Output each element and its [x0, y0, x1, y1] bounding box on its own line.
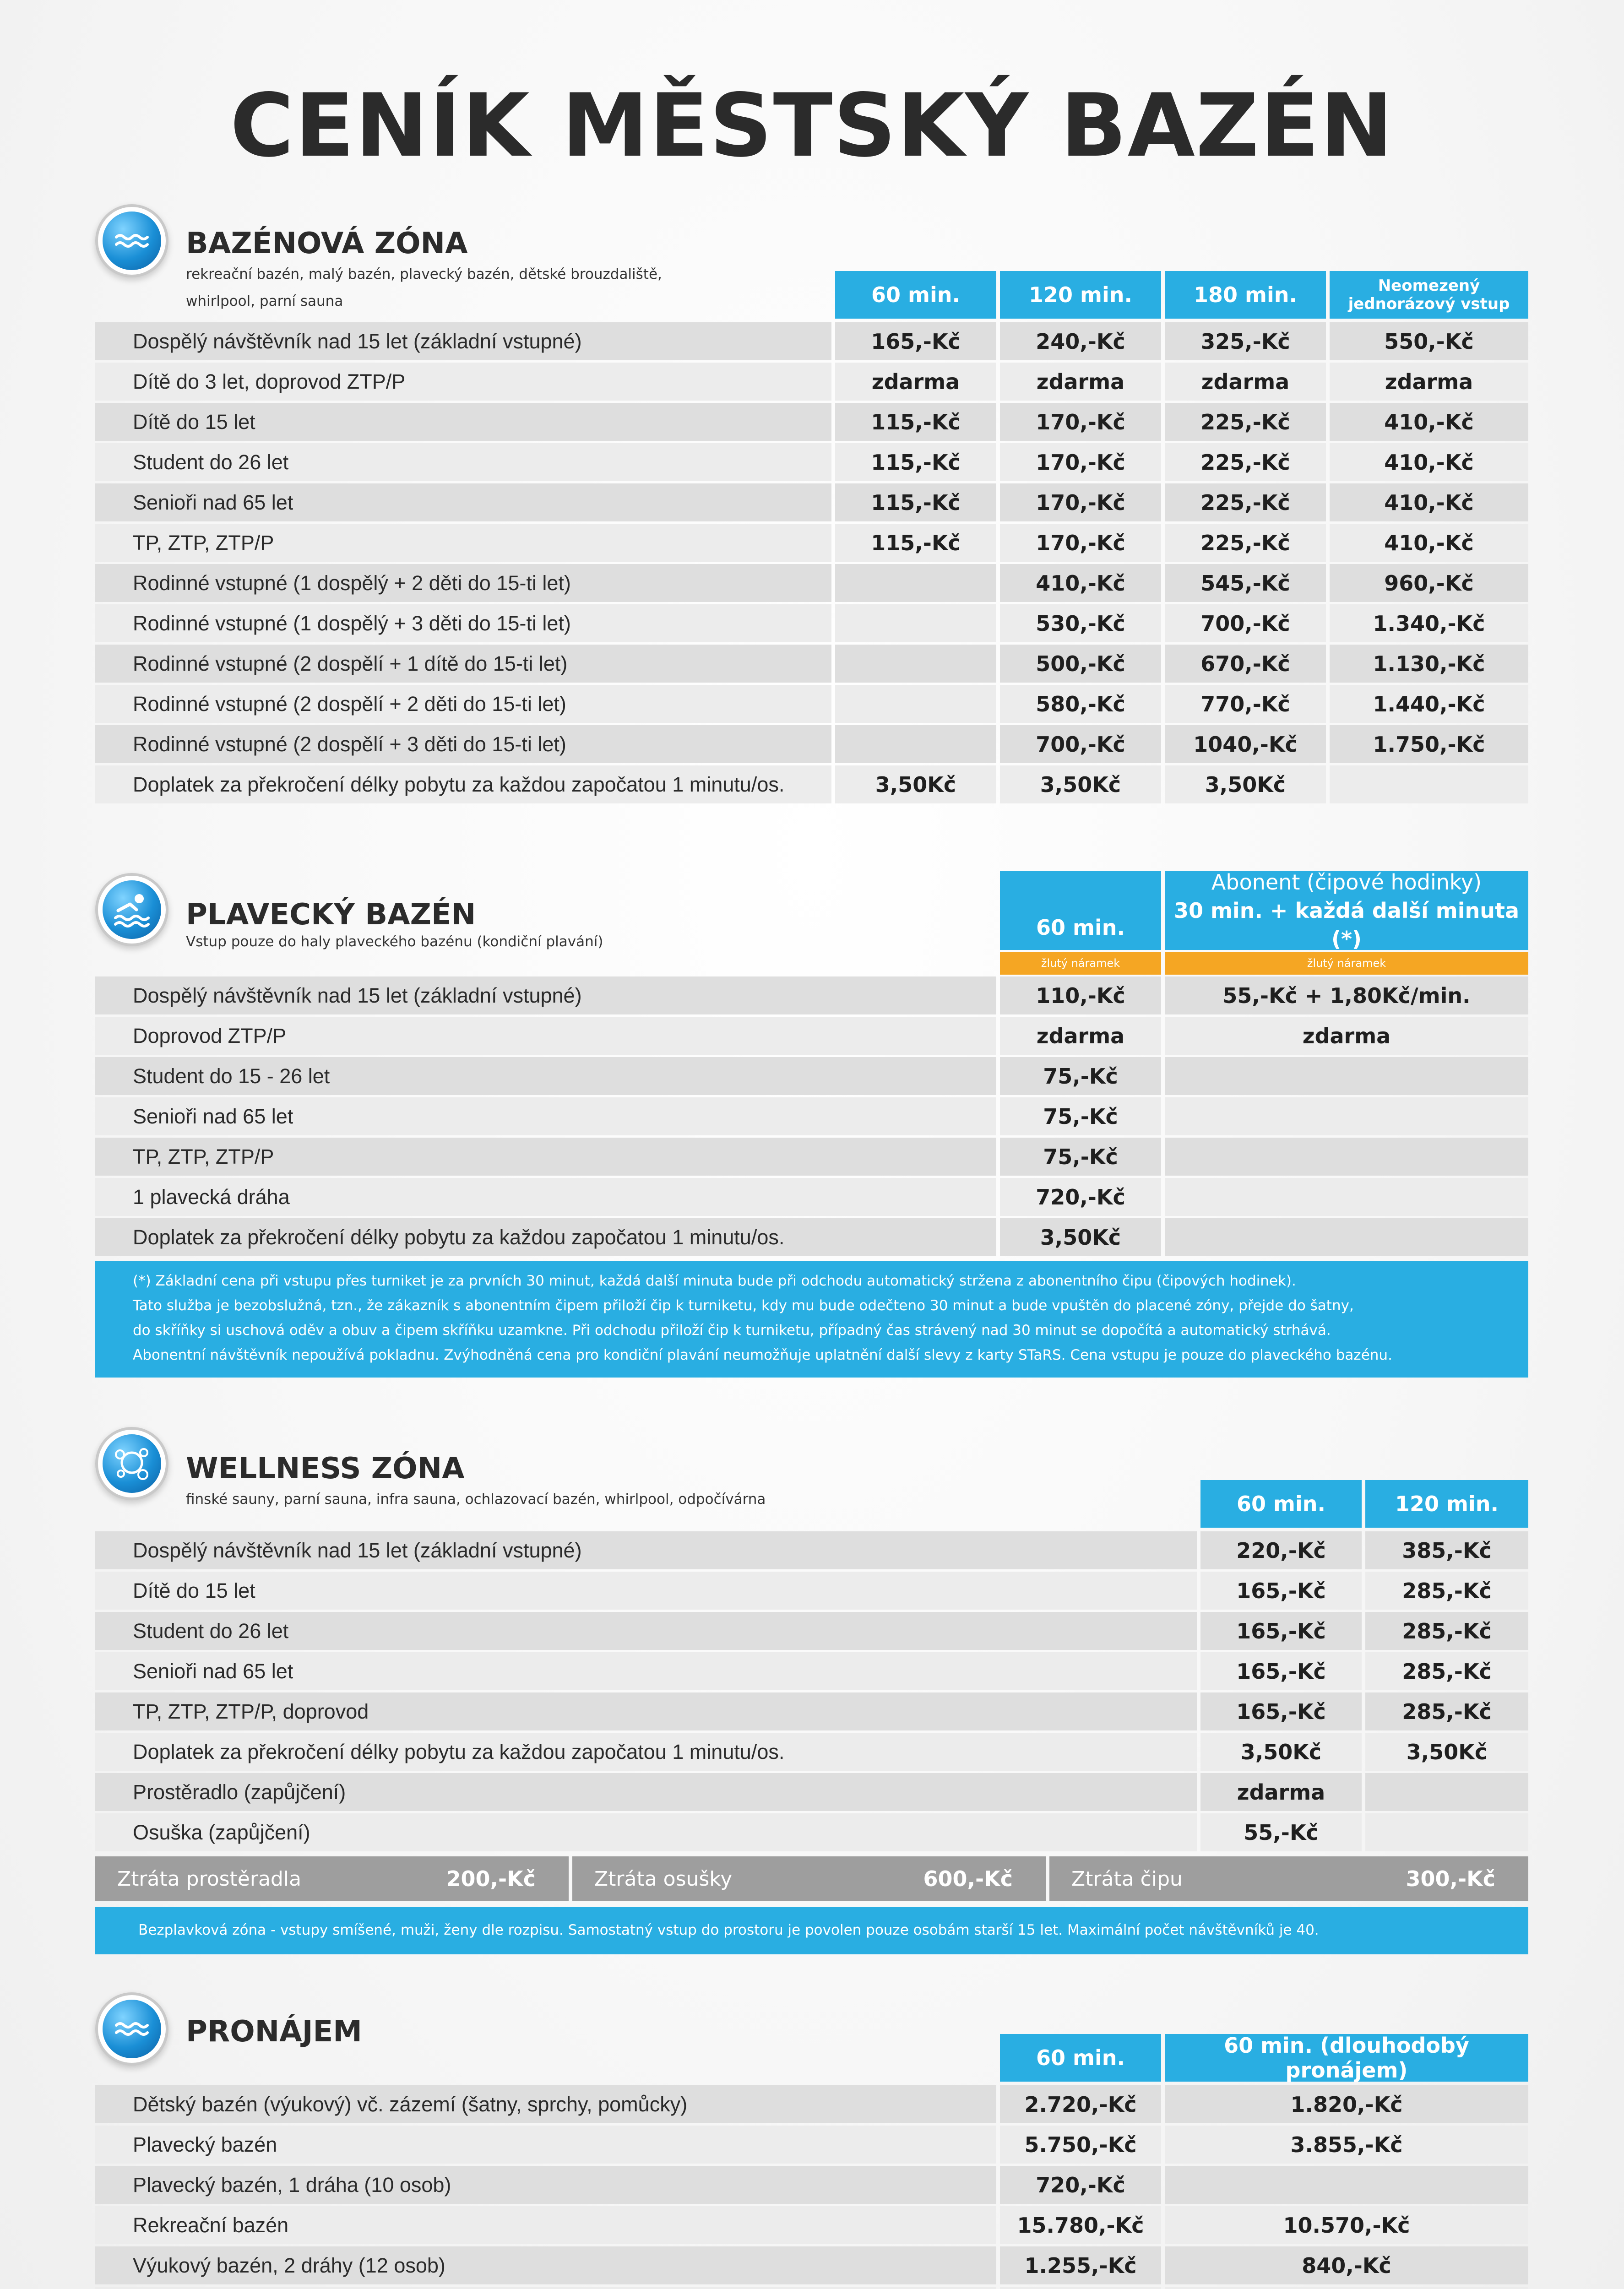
section-subtitle: whirlpool, parní sauna [186, 293, 343, 309]
price-cell: 240,-Kč [1000, 322, 1161, 360]
price-cell: 770,-Kč [1165, 685, 1326, 723]
price-cell: 75,-Kč [1000, 1057, 1161, 1095]
header-line: Abonent (čipové hodinky) [1211, 870, 1482, 895]
row-label: Výukový bazén, 2 dráhy (12 osob) [95, 2246, 996, 2284]
column-header-60: 60 min. [1000, 871, 1161, 950]
price-cell: 1040,-Kč [1165, 725, 1326, 763]
row-label: Prostěradlo (zapůjčení) [95, 1773, 1197, 1811]
price-cell: 700,-Kč [1165, 604, 1326, 642]
column-header-60: 60 min. [835, 271, 996, 319]
column-header-180: 180 min. [1165, 271, 1326, 319]
price-cell: 165,-Kč [1200, 1572, 1362, 1610]
price-cell: 55,-Kč [1200, 1813, 1362, 1851]
section-subtitle: finské sauny, parní sauna, infra sauna, ochlazovací bazén, whirlpool, odpočívárna [186, 1491, 766, 1508]
row-label: Doplatek za překročení délky pobytu za každou započatou 1 minutu/os. [95, 1733, 1197, 1771]
price-cell: 165,-Kč [1200, 1652, 1362, 1690]
price-cell: 580,-Kč [1000, 685, 1161, 723]
yellow-band-tag: žlutý náramek [1165, 952, 1528, 975]
price-cell: 110,-Kč [1000, 976, 1161, 1014]
table-row [95, 1017, 1528, 1055]
row-label: Plavecký bazén [95, 2126, 996, 2164]
price-cell: 3,50Kč [1165, 765, 1326, 803]
price-cell: zdarma [1165, 363, 1326, 401]
table-row [95, 483, 1528, 521]
header-line: Neomezený [1378, 277, 1480, 295]
section-subtitle: rekreační bazén, malý bazén, plavecký bazén, dětské brouzdaliště, [186, 266, 662, 282]
price-cell: 3,50Kč [835, 765, 996, 803]
table-row [95, 765, 1528, 803]
section-subtitle: Vstup pouze do haly plaveckého bazénu (kondiční plavání) [186, 933, 603, 950]
loss-price: 200,-Kč [446, 1866, 536, 1891]
row-label: Rodinné vstupné (1 dospělý + 2 děti do 15-ti let) [95, 564, 831, 602]
price-cell: 325,-Kč [1165, 322, 1326, 360]
price-cell: 3.855,-Kč [1165, 2126, 1528, 2164]
table-row [95, 976, 1528, 1014]
price-cell: 410,-Kč [1330, 443, 1528, 481]
price-cell: 960,-Kč [1330, 564, 1528, 602]
table-row [95, 1612, 1528, 1650]
price-cell: 410,-Kč [1330, 403, 1528, 441]
price-cell [1165, 1097, 1528, 1135]
table-row [95, 1652, 1528, 1690]
bubbles-icon [103, 1434, 161, 1493]
row-label: Dítě do 15 let [95, 403, 831, 441]
price-cell [1365, 1773, 1528, 1811]
row-label: Dospělý návštěvník nad 15 let (základní vstupné) [95, 322, 831, 360]
price-cell [835, 725, 996, 763]
row-label: Doplatek za překročení délky pobytu za každou započatou 1 minutu/os. [95, 1218, 996, 1256]
price-cell: 225,-Kč [1165, 443, 1326, 481]
price-cell [1165, 1218, 1528, 1256]
table-row [95, 1218, 1528, 1256]
price-cell: zdarma [1330, 363, 1528, 401]
price-cell: 170,-Kč [1000, 403, 1161, 441]
price-cell: 165,-Kč [1200, 1692, 1362, 1730]
price-cell: 720,-Kč [1000, 2166, 1161, 2204]
price-cell: 3,50Kč [1000, 1218, 1161, 1256]
price-cell: 385,-Kč [1365, 1531, 1528, 1569]
price-cell: 115,-Kč [835, 483, 996, 521]
row-label: Rekreační bazén [95, 2206, 996, 2244]
price-cell: 15.780,-Kč [1000, 2206, 1161, 2244]
loss-price: 300,-Kč [1406, 1866, 1495, 1891]
column-header-120: 120 min. [1365, 1480, 1528, 1528]
waves-icon [103, 2000, 161, 2058]
price-cell: 700,-Kč [1000, 725, 1161, 763]
row-label: Senioři nad 65 let [95, 1652, 1197, 1690]
table-row [95, 1813, 1528, 1851]
row-label: Plavecký bazén, 1 dráha (10 osob) [95, 2166, 996, 2204]
table-row [95, 2126, 1528, 2164]
price-cell: zdarma [1200, 1773, 1362, 1811]
table-row [95, 322, 1528, 360]
section-title: WELLNESS ZÓNA [186, 1452, 465, 1486]
price-cell [835, 604, 996, 642]
price-cell: 170,-Kč [1000, 483, 1161, 521]
table-row [95, 1572, 1528, 1610]
loss-fee-prosteradlo [95, 1856, 569, 1901]
row-label: Dospělý návštěvník nad 15 let (základní vstupné) [95, 976, 996, 1014]
section-title: PLAVECKÝ BAZÉN [186, 898, 476, 932]
row-label: Dospělý návštěvník nad 15 let (základní vstupné) [95, 1531, 1197, 1569]
price-cell: 1.440,-Kč [1330, 685, 1528, 723]
price-cell: 1.820,-Kč [1165, 2085, 1528, 2123]
column-header-abonent [1165, 871, 1528, 950]
table-row [95, 1057, 1528, 1095]
header-line: 30 min. + každá další minuta (*) [1173, 898, 1520, 951]
price-cell: 1.340,-Kč [1330, 604, 1528, 642]
price-cell: 500,-Kč [1000, 645, 1161, 683]
price-cell [1165, 2166, 1528, 2204]
waves-icon [103, 212, 161, 270]
section-pronajem [95, 2000, 1528, 2289]
table-row [95, 2287, 1528, 2289]
price-cell: 3,50Kč [1000, 765, 1161, 803]
price-cell [1165, 1057, 1528, 1095]
price-cell: 115,-Kč [835, 524, 996, 562]
row-label [95, 2287, 996, 2289]
loss-label: Ztráta prostěradla [117, 1867, 302, 1891]
price-cell: 75,-Kč [1000, 1097, 1161, 1135]
row-label: Student do 26 let [95, 1612, 1197, 1650]
price-cell: 5.750,-Kč [1000, 2126, 1161, 2164]
column-header-60-long-term: 60 min. (dlouhodobý pronájem) [1165, 2034, 1528, 2082]
price-cell: 170,-Kč [1000, 443, 1161, 481]
table-row [95, 2206, 1528, 2244]
price-cell: 285,-Kč [1365, 1652, 1528, 1690]
row-label: Dítě do 15 let [95, 1572, 1197, 1610]
table-row [95, 564, 1528, 602]
price-cell: 410,-Kč [1330, 524, 1528, 562]
info-note [95, 1261, 1528, 1378]
row-label: Student do 15 - 26 let [95, 1057, 996, 1095]
table-row [95, 1138, 1528, 1176]
row-label: Dítě do 3 let, doprovod ZTP/P [95, 363, 831, 401]
table-row [95, 725, 1528, 763]
column-header-120: 120 min. [1000, 271, 1161, 319]
column-header-60: 60 min. [1200, 1480, 1362, 1528]
column-header-unlimited [1330, 271, 1528, 319]
table-row [95, 645, 1528, 683]
price-cell: 220,-Kč [1200, 1531, 1362, 1569]
price-cell: 1.130,-Kč [1330, 645, 1528, 683]
loss-fee-cip [1049, 1856, 1528, 1901]
swimmer-icon [103, 880, 161, 939]
row-label: Rodinné vstupné (2 dospělí + 3 děti do 15-ti let) [95, 725, 831, 763]
price-cell: 840,-Kč [1165, 2246, 1528, 2284]
table-row [95, 363, 1528, 401]
row-label: TP, ZTP, ZTP/P [95, 524, 831, 562]
row-label: Senioři nad 65 let [95, 1097, 996, 1135]
row-label: Student do 26 let [95, 443, 831, 481]
price-cell: 225,-Kč [1165, 524, 1326, 562]
note-line: Tato služba je bezobslužná, tzn., že zákazník s abonentním čipem přiloží čip k turniketu, kdy mu bude odečteno 30 minut a bude vpuštěn do placené zóny, přejde do šatny, [133, 1297, 1354, 1314]
price-cell: 670,-Kč [1165, 645, 1326, 683]
price-cell: 3,50Kč [1365, 1733, 1528, 1771]
section-bazenova-zona [95, 212, 1528, 807]
price-cell [1365, 1813, 1528, 1851]
row-label: TP, ZTP, ZTP/P [95, 1138, 996, 1176]
row-label: Senioři nad 65 let [95, 483, 831, 521]
price-cell [1330, 765, 1528, 803]
price-cell: 1.750,-Kč [1330, 725, 1528, 763]
loss-fee-osuska [572, 1856, 1046, 1901]
price-cell: 410,-Kč [1330, 483, 1528, 521]
table-row [95, 1733, 1528, 1771]
yellow-band-tag: žlutý náramek [1000, 952, 1161, 975]
table-row [95, 1773, 1528, 1811]
price-cell: 3,50Kč [1200, 1733, 1362, 1771]
price-cell: zdarma [1000, 1017, 1161, 1055]
price-cell [1165, 1178, 1528, 1216]
loss-label: Ztráta osušky [594, 1867, 733, 1891]
row-label: Dětský bazén (výukový) vč. zázemí (šatny, sprchy, pomůcky) [95, 2085, 996, 2123]
column-header-60: 60 min. [1000, 2034, 1161, 2082]
row-label: Doprovod ZTP/P [95, 1017, 996, 1055]
price-cell [835, 564, 996, 602]
table-row [95, 2246, 1528, 2284]
price-cell: 285,-Kč [1365, 1612, 1528, 1650]
section-wellness-zona [95, 1434, 1528, 1961]
table-row [95, 2166, 1528, 2204]
loss-price: 600,-Kč [923, 1866, 1013, 1891]
header-line: jednorázový vstup [1348, 295, 1510, 313]
table-row [95, 524, 1528, 562]
price-cell: 720,-Kč [1000, 1178, 1161, 1216]
table-row [95, 2085, 1528, 2123]
row-label: TP, ZTP, ZTP/P, doprovod [95, 1692, 1197, 1730]
row-label: Doplatek za překročení délky pobytu za každou započatou 1 minutu/os. [95, 765, 831, 803]
price-cell: 1.255,-Kč [1000, 2246, 1161, 2284]
price-cell [1165, 2287, 1528, 2289]
price-cell: 10.570,-Kč [1165, 2206, 1528, 2244]
price-cell: zdarma [1165, 1017, 1528, 1055]
row-label: Osuška (zapůjčení) [95, 1813, 1197, 1851]
table-row [95, 1097, 1528, 1135]
table-row [95, 1531, 1528, 1569]
price-cell: 115,-Kč [835, 403, 996, 441]
note-line: (*) Základní cena při vstupu přes turniket je za prvních 30 minut, každá další minuta bude při odchodu automatický stržena z abonentního čipu (čipových hodinek). [133, 1273, 1296, 1289]
row-label: Rodinné vstupné (2 dospělí + 1 dítě do 15-ti let) [95, 645, 831, 683]
price-cell: 165,-Kč [835, 322, 996, 360]
price-cell: 285,-Kč [1365, 1572, 1528, 1610]
price-cell: 410,-Kč [1000, 564, 1161, 602]
price-cell [835, 685, 996, 723]
loss-label: Ztráta čipu [1071, 1867, 1183, 1891]
price-cell [835, 645, 996, 683]
row-label: 1 plavecká dráha [95, 1178, 996, 1216]
section-title: BAZÉNOVÁ ZÓNA [186, 227, 468, 260]
price-cell: 55,-Kč + 1,80Kč/min. [1165, 976, 1528, 1014]
page-title: CENÍK MĚSTSKÝ BAZÉN [230, 75, 1394, 176]
price-cell: 545,-Kč [1165, 564, 1326, 602]
note-line: Abonentní návštěvník nepoužívá pokladnu. Zvýhodněná cena pro kondiční plavání neumožňuje uplatnění další slevy z karty STaRS. Cena vstupu je pouze do plaveckého bazénu. [133, 1347, 1392, 1363]
price-cell: 550,-Kč [1330, 322, 1528, 360]
table-row [95, 1692, 1528, 1730]
row-label: Rodinné vstupné (2 dospělí + 2 děti do 15-ti let) [95, 685, 831, 723]
price-cell [1165, 1138, 1528, 1176]
price-cell: 2.720,-Kč [1000, 2085, 1161, 2123]
note-line: do skříňky si uschová oděv a obuv a čipem skříňku uzamkne. Při odchodu přiloží čip k turniketu, případný čas strávený nad 30 minut se dopočítá a automatický strhává. [133, 1322, 1331, 1339]
table-row [95, 1178, 1528, 1216]
section-plavecky-bazen [95, 871, 1528, 1384]
price-cell: 530,-Kč [1000, 604, 1161, 642]
price-cell: 170,-Kč [1000, 524, 1161, 562]
price-cell: 225,-Kč [1165, 403, 1326, 441]
row-label: Rodinné vstupné (1 dospělý + 3 děti do 15-ti let) [95, 604, 831, 642]
price-cell: 285,-Kč [1365, 1692, 1528, 1730]
price-cell: 115,-Kč [835, 443, 996, 481]
price-cell: 75,-Kč [1000, 1138, 1161, 1176]
table-row [95, 604, 1528, 642]
table-row [95, 443, 1528, 481]
section-title: PRONÁJEM [186, 2015, 362, 2049]
price-cell: zdarma [1000, 363, 1161, 401]
price-cell: 225,-Kč [1165, 483, 1326, 521]
table-row [95, 403, 1528, 441]
price-cell: 165,-Kč [1200, 1612, 1362, 1650]
price-cell: zdarma [835, 363, 996, 401]
table-row [95, 685, 1528, 723]
price-cell [1000, 2287, 1161, 2289]
info-note: Bezplavková zóna - vstupy smíšené, muži, ženy dle rozpisu. Samostatný vstup do prostoru je povolen pouze osobám starší 15 let. Maximální počet návštěvníků je 40. [95, 1907, 1528, 1954]
